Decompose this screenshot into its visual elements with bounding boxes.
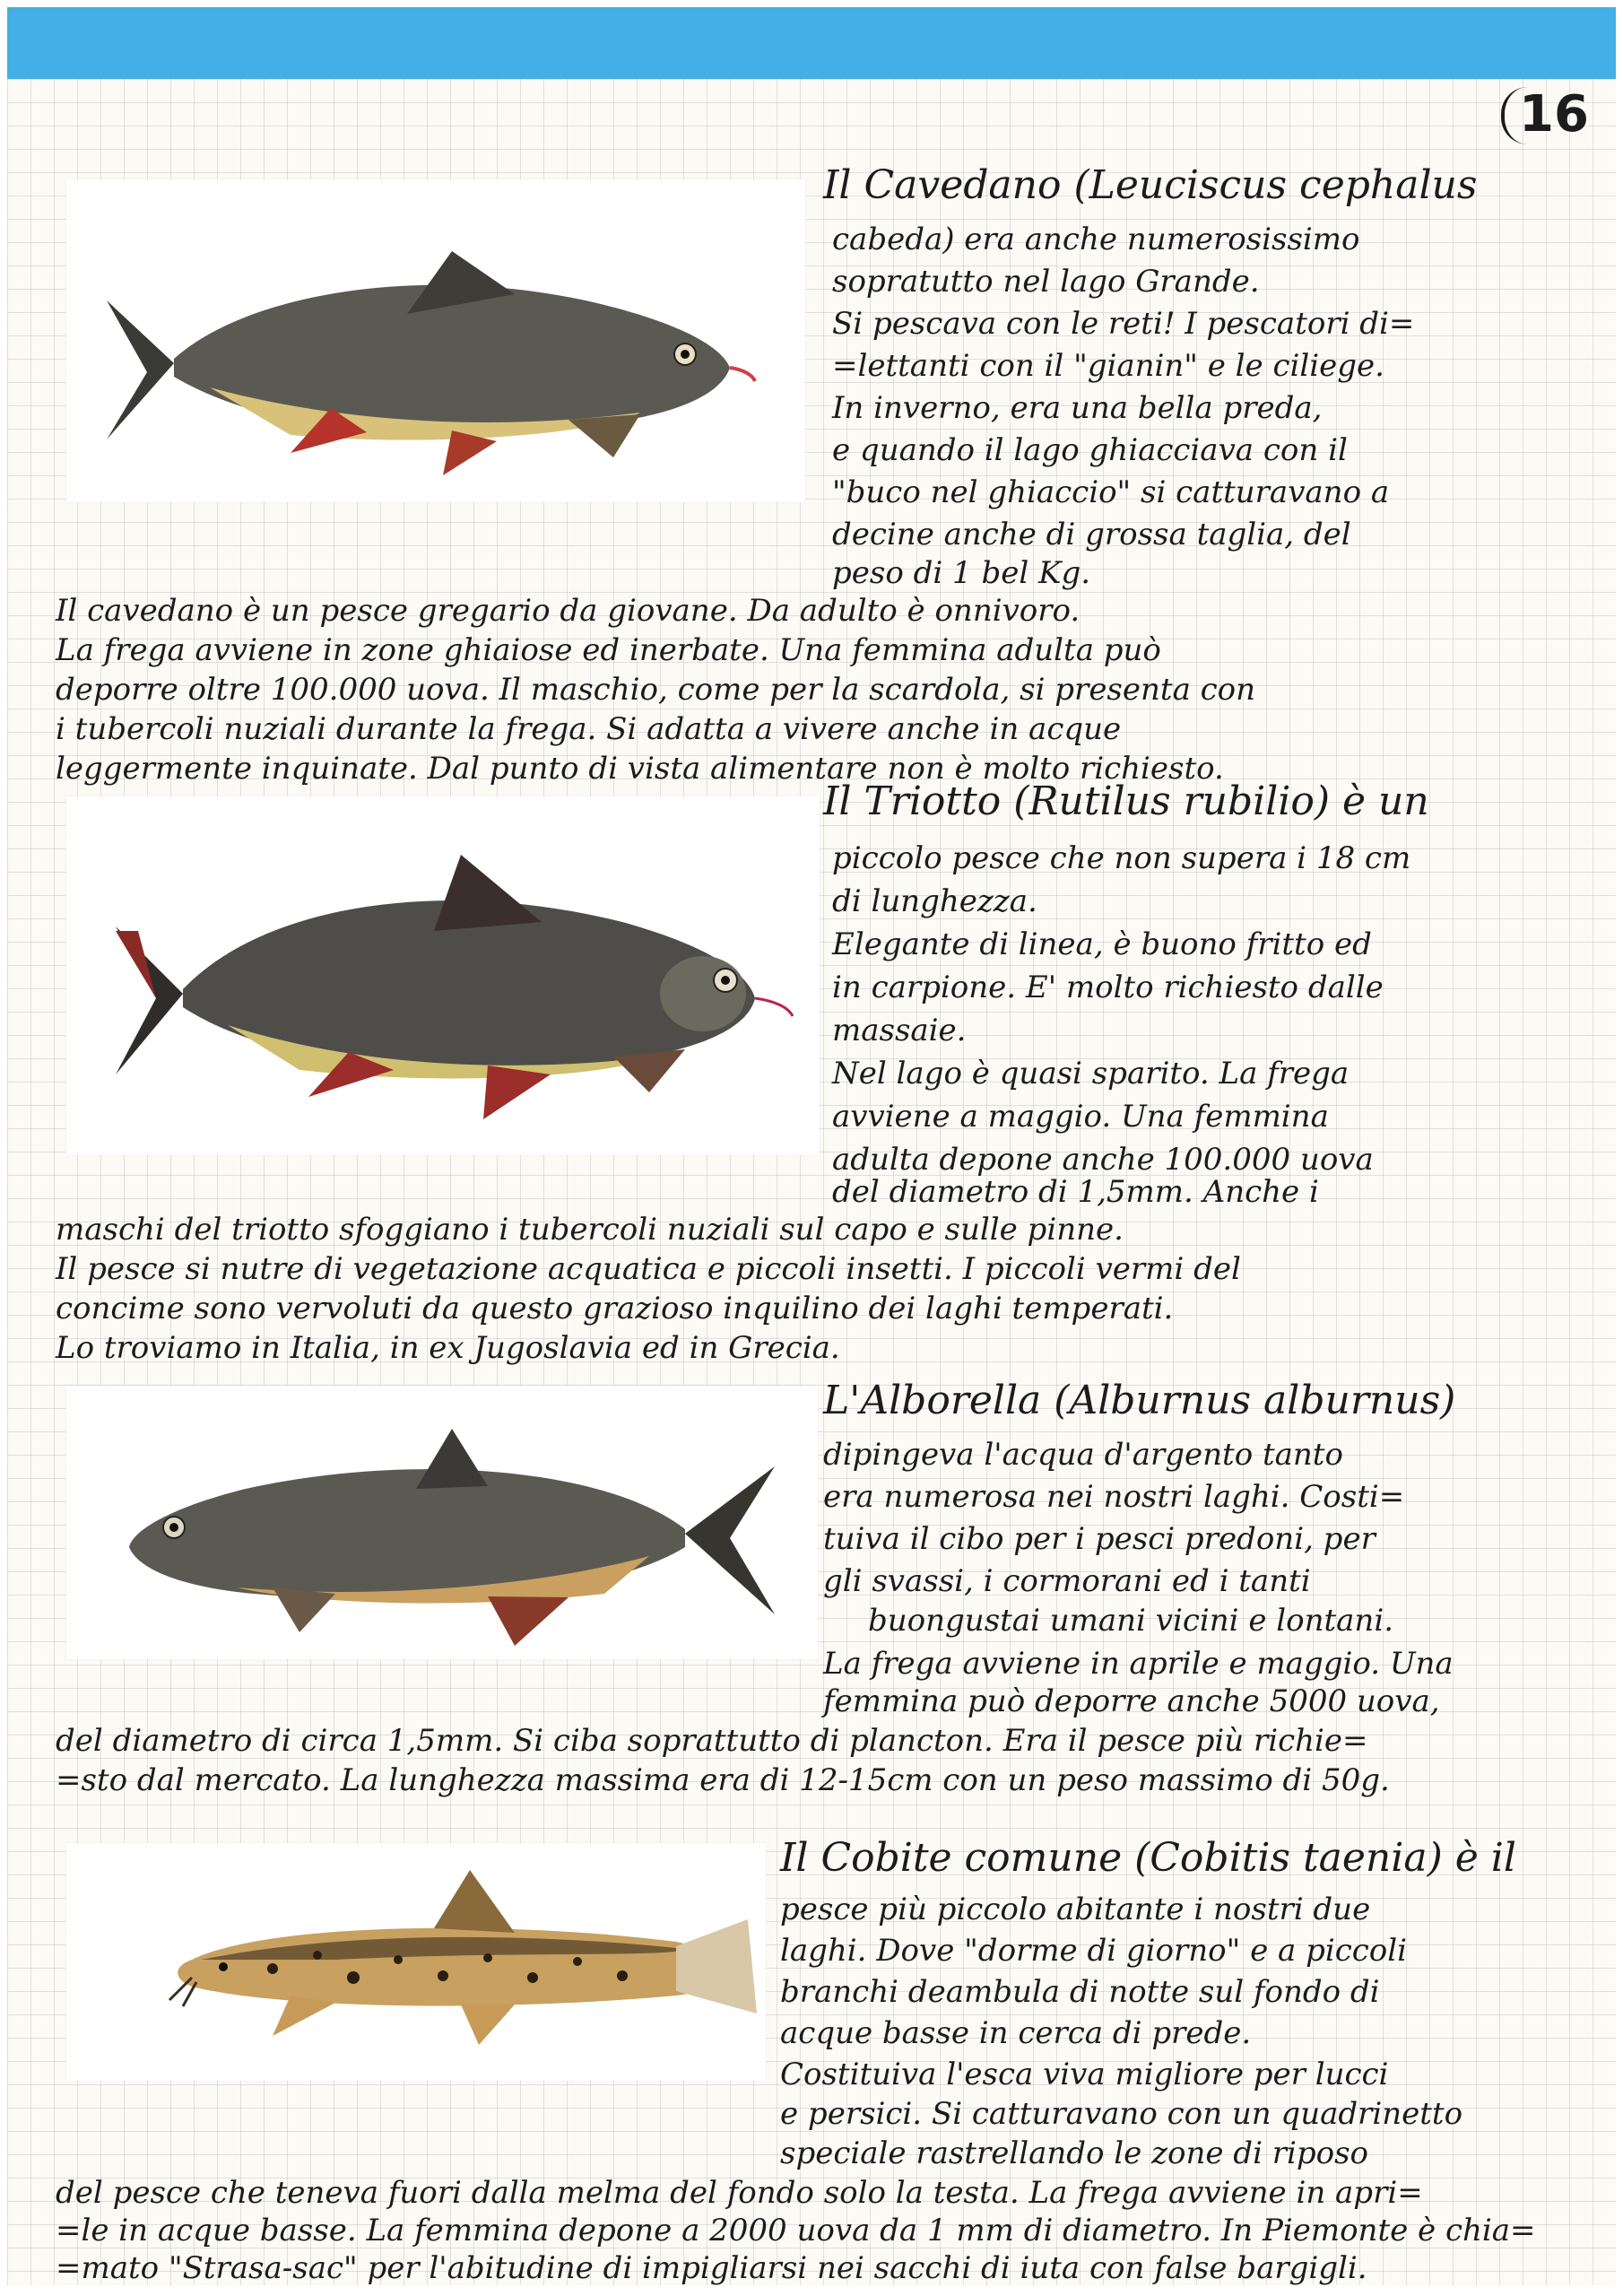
text-line: branchi deambula di notte sul fondo di <box>780 1974 1380 2010</box>
text-line: La frega avviene in aprile e maggio. Una <box>823 1646 1454 1682</box>
text-line: "buco nel ghiaccio" si catturavano a <box>832 474 1390 510</box>
roach-fish-icon <box>66 796 820 1155</box>
alborella-fish-illustration <box>66 1386 818 1659</box>
text-line: =sto dal mercato. La lunghezza massima era di 12-15cm con un peso massimo di 50g. <box>56 1762 1390 1798</box>
text-line: Costituiva l'esca viva migliore per lucci <box>780 2057 1389 2092</box>
chub-fish-icon <box>66 179 805 502</box>
text-line: =lettanti con il "gianin" e le ciliege. <box>832 348 1384 384</box>
text-line: del diametro di circa 1,5mm. Si ciba soprattutto di plancton. Era il pesce più richie= <box>56 1723 1368 1759</box>
text-line: deporre oltre 100.000 uova. Il maschio, come per la scardola, si presenta con <box>56 672 1256 708</box>
text-line: tuiva il cibo per i pesci predoni, per <box>823 1521 1376 1557</box>
text-line: In inverno, era una bella preda, <box>832 390 1323 426</box>
text-line: Nel lago è quasi sparito. La frega <box>832 1056 1350 1091</box>
alborella-title: L'Alborella (Alburnus alburnus) <box>823 1378 1456 1423</box>
text-line: in carpione. E' molto richiesto dalle <box>832 970 1384 1005</box>
text-line: peso di 1 bel Kg. <box>832 555 1091 591</box>
text-line: cabeda) era anche numerosissimo <box>832 222 1360 257</box>
cobite-fish-illustration <box>66 1843 766 2081</box>
text-line: era numerosa nei nostri laghi. Costi= <box>823 1479 1405 1515</box>
text-line: speciale rastrellando le zone di riposo <box>780 2135 1369 2171</box>
text-line: Lo troviamo in Italia, in ex Jugoslavia ed in Grecia. <box>56 1330 840 1366</box>
text-line: Elegante di linea, è buono fritto ed <box>832 926 1372 962</box>
triotto-fish-illustration <box>66 796 820 1155</box>
text-line: leggermente inquinate. Dal punto di vista alimentare non è molto richiesto. <box>56 751 1224 787</box>
text-line: e persici. Si catturavano con un quadrinetto <box>780 2096 1463 2132</box>
text-line: gli svassi, i cormorani ed i tanti <box>823 1563 1311 1599</box>
text-line: La frega avviene in zone ghiaiose ed inerbate. Una femmina adulta può <box>56 632 1161 668</box>
text-line: di lunghezza. <box>832 883 1037 919</box>
text-line: del pesce che teneva fuori dalla melma del fondo solo la testa. La frega avviene in apri= <box>56 2175 1423 2211</box>
text-line: =mato "Strasa-sac" per l'abitudine di impigliarsi nei sacchi di iuta con false bargigli. <box>56 2250 1367 2286</box>
cavedano-title: Il Cavedano (Leuciscus cephalus <box>823 162 1478 208</box>
text-line: i tubercoli nuziali durante la frega. Si adatta a vivere anche in acque <box>56 711 1122 747</box>
spined-loach-fish-icon <box>66 1843 766 2081</box>
cavedano-fish-illustration <box>66 179 805 502</box>
top-color-band <box>7 7 1616 79</box>
text-line: adulta depone anche 100.000 uova <box>832 1142 1374 1178</box>
triotto-title: Il Triotto (Rutilus rubilio) è un <box>823 778 1429 824</box>
text-line: massaie. <box>832 1013 967 1048</box>
text-line: pesce più piccolo abitante i nostri due <box>780 1892 1371 1927</box>
text-line: maschi del triotto sfoggiano i tubercoli nuziali sul capo e sulle pinne. <box>56 1212 1124 1248</box>
text-line: =le in acque basse. La femmina depone a 2000 uova da 1 mm di diametro. In Piemonte è chia= <box>56 2213 1536 2248</box>
page-number: 16 <box>1506 85 1578 148</box>
text-line: concime sono vervoluti da questo grazioso inquilino dei laghi temperati. <box>56 1291 1174 1326</box>
text-line: laghi. Dove "dorme di giorno" e a piccoli <box>780 1933 1408 1969</box>
text-line: buongustai umani vicini e lontani. <box>868 1603 1394 1639</box>
text-line: Si pescava con le reti! I pescatori di= <box>832 306 1415 342</box>
text-line: e quando il lago ghiacciava con il <box>832 432 1348 468</box>
text-line: del diametro di 1,5mm. Anche i <box>832 1174 1319 1210</box>
text-line: acque basse in cerca di prede. <box>780 2015 1252 2051</box>
bleak-fish-icon <box>66 1386 818 1659</box>
cobite-title: Il Cobite comune (Cobitis taenia) è il <box>780 1835 1516 1881</box>
text-line: piccolo pesce che non supera i 18 cm <box>832 840 1411 876</box>
text-line: dipingeva l'acqua d'argento tanto <box>823 1437 1343 1473</box>
text-line: femmina può deporre anche 5000 uova, <box>823 1683 1440 1719</box>
text-line: Il cavedano è un pesce gregario da giovane. Da adulto è onnivoro. <box>56 593 1081 629</box>
text-line: decine anche di grossa taglia, del <box>832 517 1351 552</box>
text-line: sopratutto nel lago Grande. <box>832 264 1260 300</box>
text-line: avviene a maggio. Una femmina <box>832 1099 1329 1135</box>
text-line: Il pesce si nutre di vegetazione acquatica e piccoli insetti. I piccoli vermi del <box>56 1251 1241 1287</box>
